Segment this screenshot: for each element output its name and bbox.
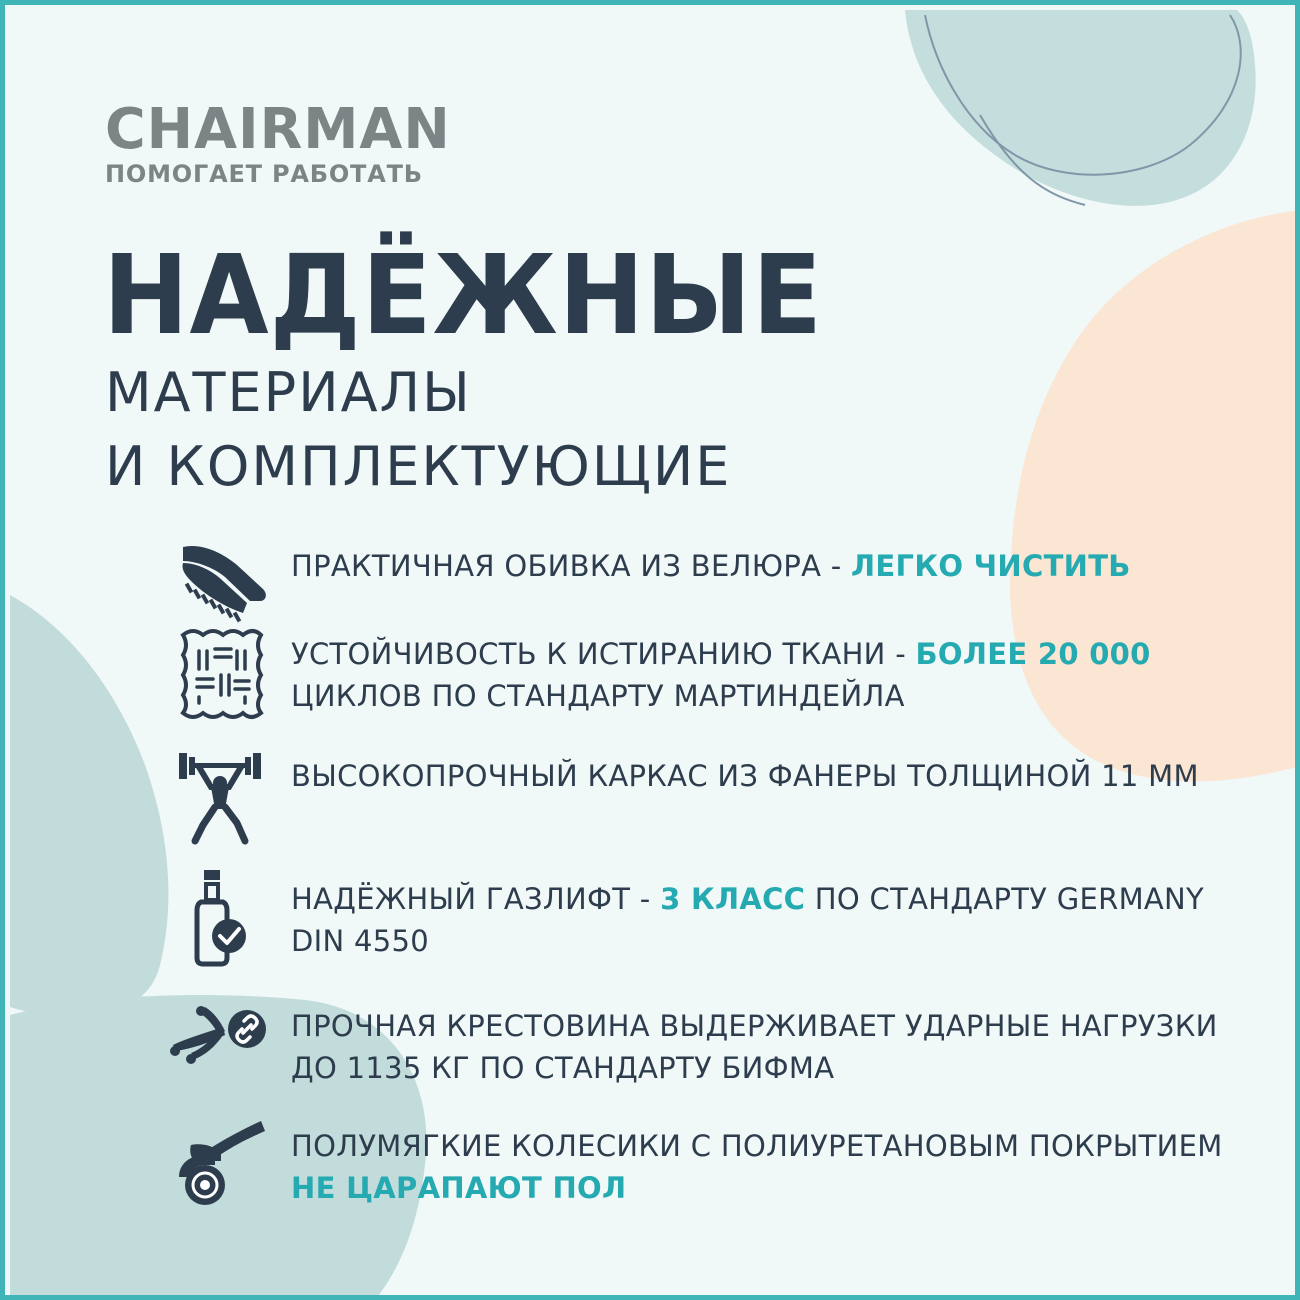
headline: НАДЁЖНЫЕ (103, 231, 823, 359)
subheadline-line-2: И КОМПЛЕКТУЮЩИЕ (105, 435, 732, 498)
feature-text: ПОЛУМЯГКИЕ КОЛЕСИКИ С ПОЛИУРЕТАНОВЫМ ПОКРЫТИЕМ НЕ ЦАРАПАЮТ ПОЛ (291, 1129, 1223, 1205)
feature-text: УСТОЙЧИВОСТЬ К ИСТИРАНИЮ ТКАНИ - БОЛЕЕ 20 000 ЦИКЛОВ ПО СТАНДАРТУ МАРТИНДЕЙЛА (291, 637, 1151, 713)
feature-item-base (165, 1005, 1265, 1115)
feature-item-abrasion (165, 633, 1265, 743)
brush-icon (165, 537, 275, 637)
left-teal-blob (10, 595, 168, 1015)
gaslift-check-icon (165, 870, 275, 970)
feature-text: ПРАКТИЧНАЯ ОБИВКА ИЗ ВЕЛЮРА - ЛЕГКО ЧИСТИТЬ (291, 549, 1131, 583)
feature-text: ПРОЧНАЯ КРЕСТОВИНА ВЫДЕРЖИВАЕТ УДАРНЫЕ НАГРУЗКИ ДО 1135 КГ ПО СТАНДАРТУ БИФМА (291, 1009, 1218, 1085)
caster-wheel-icon (165, 1115, 275, 1215)
weightlifter-icon (165, 747, 275, 847)
feature-item-frame (165, 755, 1265, 865)
chair-base-link-icon (165, 995, 275, 1095)
feature-text: НАДЁЖНЫЙ ГАЗЛИФТ - 3 КЛАСС ПО СТАНДАРТУ GERMANY DIN 4550 (291, 882, 1205, 958)
feature-item-gaslift (165, 878, 1265, 988)
subheadline-line-1: МАТЕРИАЛЫ (105, 361, 472, 424)
brand-name: CHAIRMAN (105, 97, 451, 162)
feature-item-casters (165, 1125, 1265, 1235)
fabric-texture-icon (165, 623, 275, 723)
feature-text: ВЫСОКОПРОЧНЫЙ КАРКАС ИЗ ФАНЕРЫ ТОЛЩИНОЙ 11 ММ (291, 759, 1199, 793)
brand-logo (105, 97, 505, 189)
brand-tagline: ПОМОГАЕТ РАБОТАТЬ (105, 160, 423, 188)
top-teal-blob (905, 10, 1256, 206)
